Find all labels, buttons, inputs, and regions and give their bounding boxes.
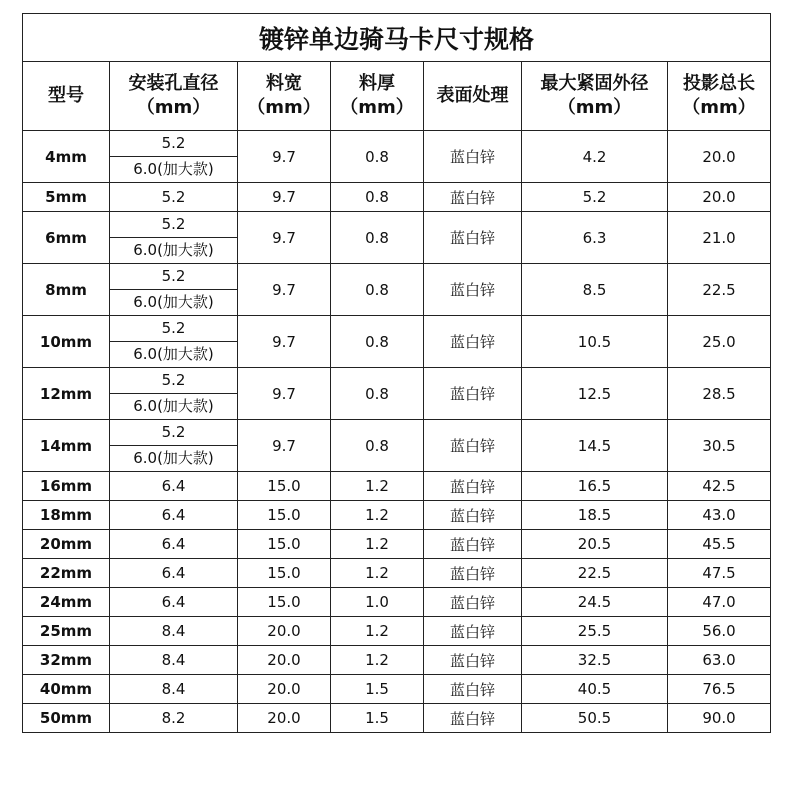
hole-standard: 5.2: [110, 212, 237, 238]
header-row: [23, 62, 771, 131]
cell-hole-diameter: 8.4: [110, 675, 238, 704]
cell-length: 56.0: [668, 617, 771, 646]
cell-model: 10mm: [23, 316, 110, 368]
cell-thickness: 1.2: [331, 559, 424, 588]
cell-hole-diameter: [110, 264, 238, 316]
cell-model: 16mm: [23, 472, 110, 501]
cell-surface: 蓝白锌: [424, 264, 522, 316]
cell-width: 9.7: [238, 368, 331, 420]
cell-max-diameter: 32.5: [522, 646, 668, 675]
table-row: [23, 212, 771, 264]
cell-max-diameter: 22.5: [522, 559, 668, 588]
cell-width: 9.7: [238, 264, 331, 316]
cell-surface: 蓝白锌: [424, 559, 522, 588]
cell-length: 76.5: [668, 675, 771, 704]
cell-length: 47.5: [668, 559, 771, 588]
cell-thickness: 1.2: [331, 530, 424, 559]
cell-width: 9.7: [238, 212, 331, 264]
header-surface: 表面处理: [424, 62, 522, 131]
table-row: [23, 588, 771, 617]
cell-surface: 蓝白锌: [424, 530, 522, 559]
table-row: [23, 704, 771, 733]
cell-hole-diameter: [110, 368, 238, 420]
cell-length: 47.0: [668, 588, 771, 617]
cell-max-diameter: 12.5: [522, 368, 668, 420]
table-row: [23, 472, 771, 501]
hole-enlarged: 6.0(加大款): [133, 449, 214, 467]
header-length: 投影总长 （mm）: [668, 62, 771, 131]
cell-width: 9.7: [238, 183, 331, 212]
table-title: 镀锌单边骑马卡尺寸规格: [23, 14, 771, 62]
hole-enlarged: 6.0(加大款): [133, 293, 214, 311]
cell-length: 30.5: [668, 420, 771, 472]
cell-hole-diameter: [110, 316, 238, 368]
cell-model: 20mm: [23, 530, 110, 559]
cell-thickness: 0.8: [331, 183, 424, 212]
cell-surface: 蓝白锌: [424, 704, 522, 733]
cell-thickness: 0.8: [331, 212, 424, 264]
cell-surface: 蓝白锌: [424, 212, 522, 264]
cell-surface: 蓝白锌: [424, 501, 522, 530]
cell-hole-diameter: 6.4: [110, 501, 238, 530]
cell-model: 25mm: [23, 617, 110, 646]
cell-max-diameter: 50.5: [522, 704, 668, 733]
cell-width: 15.0: [238, 559, 331, 588]
table-row: [23, 183, 771, 212]
table-row: [23, 264, 771, 316]
cell-model: 4mm: [23, 131, 110, 183]
hole-enlarged: 6.0(加大款): [133, 241, 214, 259]
hole-enlarged: 6.0(加大款): [133, 160, 214, 178]
cell-surface: 蓝白锌: [424, 368, 522, 420]
cell-model: 22mm: [23, 559, 110, 588]
header-width: 料宽 （mm）: [238, 62, 331, 131]
cell-hole-diameter: [110, 212, 238, 264]
hole-standard: 5.2: [110, 368, 237, 394]
cell-length: 63.0: [668, 646, 771, 675]
cell-width: 9.7: [238, 316, 331, 368]
cell-max-diameter: 24.5: [522, 588, 668, 617]
cell-surface: 蓝白锌: [424, 131, 522, 183]
hole-standard: 5.2: [110, 131, 237, 157]
cell-surface: 蓝白锌: [424, 588, 522, 617]
table-row: [23, 368, 771, 420]
cell-surface: 蓝白锌: [424, 617, 522, 646]
cell-model: 5mm: [23, 183, 110, 212]
table-row: [23, 559, 771, 588]
cell-hole-diameter: 6.4: [110, 530, 238, 559]
cell-model: 18mm: [23, 501, 110, 530]
cell-thickness: 0.8: [331, 316, 424, 368]
hole-standard: 5.2: [110, 264, 237, 290]
cell-thickness: 1.2: [331, 501, 424, 530]
cell-model: 6mm: [23, 212, 110, 264]
cell-length: 20.0: [668, 131, 771, 183]
cell-hole-diameter: [110, 131, 238, 183]
cell-width: 9.7: [238, 131, 331, 183]
cell-hole-diameter: [110, 420, 238, 472]
cell-model: 32mm: [23, 646, 110, 675]
cell-surface: 蓝白锌: [424, 183, 522, 212]
cell-surface: 蓝白锌: [424, 420, 522, 472]
cell-hole-diameter: 6.4: [110, 472, 238, 501]
cell-max-diameter: 5.2: [522, 183, 668, 212]
cell-surface: 蓝白锌: [424, 472, 522, 501]
cell-hole-diameter: 8.2: [110, 704, 238, 733]
cell-hole-diameter: 8.4: [110, 617, 238, 646]
cell-thickness: 0.8: [331, 131, 424, 183]
cell-thickness: 0.8: [331, 264, 424, 316]
cell-width: 20.0: [238, 675, 331, 704]
cell-model: 14mm: [23, 420, 110, 472]
cell-length: 20.0: [668, 183, 771, 212]
header-thickness: 料厚 （mm）: [331, 62, 424, 131]
table-row: [23, 501, 771, 530]
header-model: 型号: [23, 62, 110, 131]
cell-thickness: 1.5: [331, 704, 424, 733]
cell-width: 20.0: [238, 617, 331, 646]
cell-hole-diameter: 6.4: [110, 588, 238, 617]
cell-thickness: 1.0: [331, 588, 424, 617]
cell-surface: 蓝白锌: [424, 316, 522, 368]
cell-max-diameter: 8.5: [522, 264, 668, 316]
cell-model: 8mm: [23, 264, 110, 316]
cell-model: 12mm: [23, 368, 110, 420]
cell-max-diameter: 25.5: [522, 617, 668, 646]
cell-hole-diameter: 8.4: [110, 646, 238, 675]
table-row: [23, 675, 771, 704]
cell-length: 90.0: [668, 704, 771, 733]
cell-max-diameter: 18.5: [522, 501, 668, 530]
cell-model: 50mm: [23, 704, 110, 733]
cell-thickness: 1.2: [331, 472, 424, 501]
cell-width: 20.0: [238, 704, 331, 733]
cell-max-diameter: 16.5: [522, 472, 668, 501]
cell-width: 9.7: [238, 420, 331, 472]
spec-table: [22, 13, 771, 733]
cell-thickness: 0.8: [331, 368, 424, 420]
cell-max-diameter: 20.5: [522, 530, 668, 559]
cell-model: 24mm: [23, 588, 110, 617]
cell-width: 15.0: [238, 472, 331, 501]
cell-width: 15.0: [238, 501, 331, 530]
cell-length: 22.5: [668, 264, 771, 316]
table-row: [23, 646, 771, 675]
cell-thickness: 0.8: [331, 420, 424, 472]
cell-surface: 蓝白锌: [424, 675, 522, 704]
cell-model: 40mm: [23, 675, 110, 704]
cell-surface: 蓝白锌: [424, 646, 522, 675]
cell-length: 21.0: [668, 212, 771, 264]
cell-thickness: 1.2: [331, 617, 424, 646]
cell-max-diameter: 10.5: [522, 316, 668, 368]
cell-width: 15.0: [238, 588, 331, 617]
table-body: [23, 131, 771, 733]
cell-max-diameter: 4.2: [522, 131, 668, 183]
table-row: [23, 316, 771, 368]
hole-standard: 5.2: [110, 420, 237, 446]
table-row: [23, 530, 771, 559]
hole-enlarged: 6.0(加大款): [133, 345, 214, 363]
cell-length: 25.0: [668, 316, 771, 368]
cell-width: 15.0: [238, 530, 331, 559]
cell-width: 20.0: [238, 646, 331, 675]
hole-standard: 5.2: [110, 316, 237, 342]
cell-max-diameter: 14.5: [522, 420, 668, 472]
cell-max-diameter: 6.3: [522, 212, 668, 264]
cell-length: 45.5: [668, 530, 771, 559]
table-row: [23, 617, 771, 646]
hole-enlarged: 6.0(加大款): [133, 397, 214, 415]
cell-thickness: 1.2: [331, 646, 424, 675]
cell-length: 43.0: [668, 501, 771, 530]
header-hole-diameter: 安装孔直径 （mm）: [110, 62, 238, 131]
table-row: [23, 131, 771, 183]
cell-length: 28.5: [668, 368, 771, 420]
header-max-diameter: 最大紧固外径 （mm）: [522, 62, 668, 131]
cell-hole-diameter: 5.2: [110, 183, 238, 212]
table-row: [23, 420, 771, 472]
cell-thickness: 1.5: [331, 675, 424, 704]
cell-max-diameter: 40.5: [522, 675, 668, 704]
cell-length: 42.5: [668, 472, 771, 501]
cell-hole-diameter: 6.4: [110, 559, 238, 588]
